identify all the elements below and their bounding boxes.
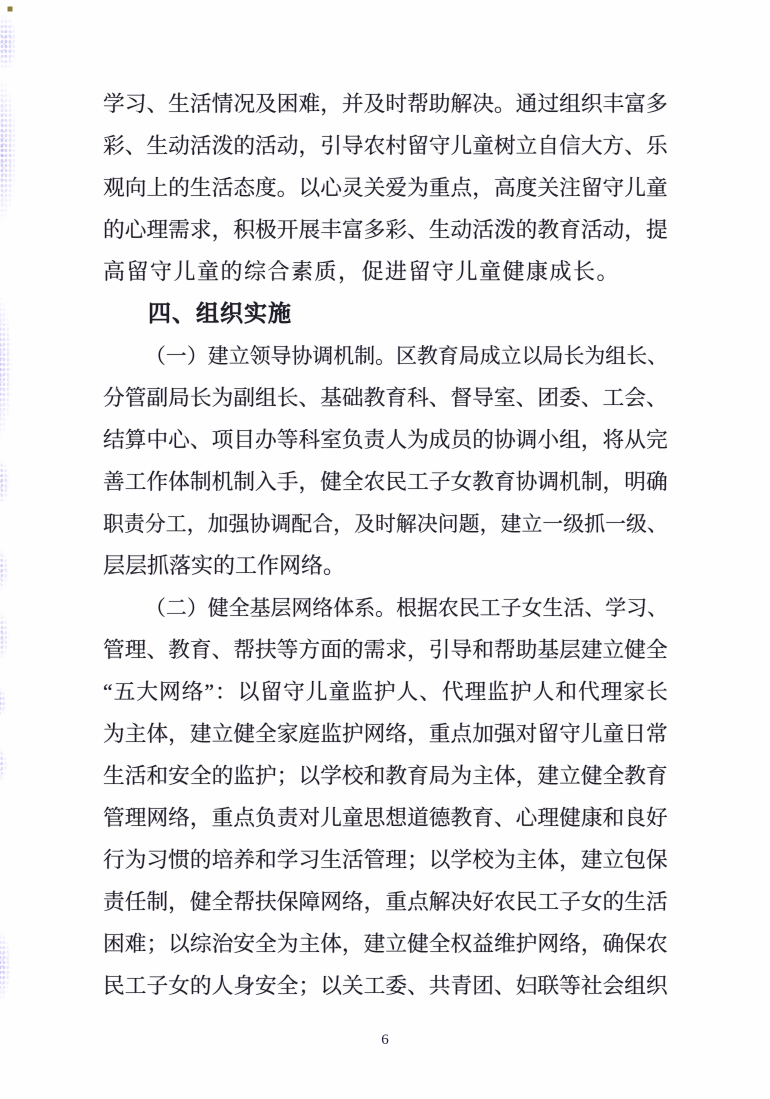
text-line: 民 工 子 女 的 人 身 安 全 ； 以 关 工 委 、 共 青 团 、 妇 联 等 社 会 组 织 (103, 974, 668, 998)
text-line: 观 向 上 的 生 活 态 度 。 以 心 灵 关 爱 为 重 点 ， 高 度 关 注 留 守 儿 童 (103, 176, 668, 200)
text-line: （ 二 ） 健 全 基 层 网 络 体 系 。 根 据 农 民 工 子 女 生 活 、 学 习 、 (145, 596, 668, 620)
text-line: 困 难 ； 以 综 治 安 全 为 主 体 ， 建 立 健 全 权 益 维 护 网 络 ， 确 保 农 (103, 932, 668, 956)
text-line: 层层抓落实的工作网络。 (103, 553, 346, 578)
scan-noise-blob (0, 14, 28, 72)
scan-noise-blob (0, 292, 26, 442)
ink-speck (0, 0, 2, 2)
document-text-block (103, 83, 668, 1007)
text-line: 的 心 理 需 求 ， 积 极 开 展 丰 富 多 彩 、 生 动 活 泼 的 教 育 活 动 ， 提 (103, 218, 668, 242)
text-line: 结 算 中 心 、 项 目 办 等 科 室 负 责 人 为 成 员 的 协 调 小 组 ， 将 从 完 (103, 428, 668, 452)
scan-noise-blob (0, 746, 16, 784)
section-heading: 四、组织实施 (148, 301, 292, 326)
scan-noise-blob (0, 78, 32, 223)
text-line: 彩 、 生 动 活 泼 的 活 动 ， 引 导 农 村 留 守 儿 童 树 立 自 信 大 方 、 乐 (103, 134, 668, 158)
text-line: 行 为 习 惯 的 培 养 和 学 习 生 活 管 理 ； 以 学 校 为 主 体 ， 建 立 包 保 (103, 848, 668, 872)
text-line: （ 一 ） 建 立 领 导 协 调 机 制 。 区 教 育 局 成 立 以 局 长 为 组 长 、 (145, 344, 668, 368)
text-line: 分 管 副 局 长 为 副 组 长 、 基 础 教 育 科 、 督 导 室 、 团 委 、 工 会 、 (103, 386, 668, 410)
text-line: 高留守儿童的综合素质，促进留守儿童健康成长。 (103, 259, 621, 284)
text-line: 为 主 体 ， 建 立 健 全 家 庭 监 护 网 络 ， 重 点 加 强 对 留 守 儿 童 日 常 (103, 722, 668, 746)
scan-noise-blob (0, 610, 22, 662)
text-line: “ 五 大 网 络 ” ： 以 留 守 儿 童 监 护 人 、 代 理 监 护 人 和 代 理 家 长 (103, 680, 668, 704)
text-line: 学 习 、 生 活 情 况 及 困 难 ， 并 及 时 帮 助 解 决 。 通 过 组 织 丰 富 多 (103, 92, 668, 116)
page-number: 6 (381, 1032, 389, 1048)
scan-noise-blob (0, 930, 20, 1002)
text-line: 管 理 网 络 ， 重 点 负 责 对 儿 童 思 想 道 德 教 育 、 心 理 健 康 和 良 好 (103, 806, 668, 830)
text-line: 管 理 、 教 育 、 帮 扶 等 方 面 的 需 求 ， 引 导 和 帮 助 基 层 建 立 健 全 (103, 638, 668, 662)
text-line: 善 工 作 体 制 机 制 入 手 ， 健 全 农 民 工 子 女 教 育 协 调 机 制 ， 明 确 (103, 470, 668, 494)
text-line: 职 责 分 工 ， 加 强 协 调 配 合 ， 及 时 解 决 问 题 ， 建 立 一 级 抓 一 级 、 (103, 512, 668, 536)
scan-noise-blob (0, 686, 14, 718)
text-line: 责 任 制 ， 健 全 帮 扶 保 障 网 络 ， 重 点 解 决 好 农 民 工 子 女 的 生 活 (103, 890, 668, 914)
scan-noise-blob (0, 548, 18, 592)
scan-noise-blob (0, 458, 20, 506)
text-line: 生 活 和 安 全 的 监 护 ； 以 学 校 和 教 育 局 为 主 体 ， 建 立 健 全 教 育 (103, 764, 668, 788)
